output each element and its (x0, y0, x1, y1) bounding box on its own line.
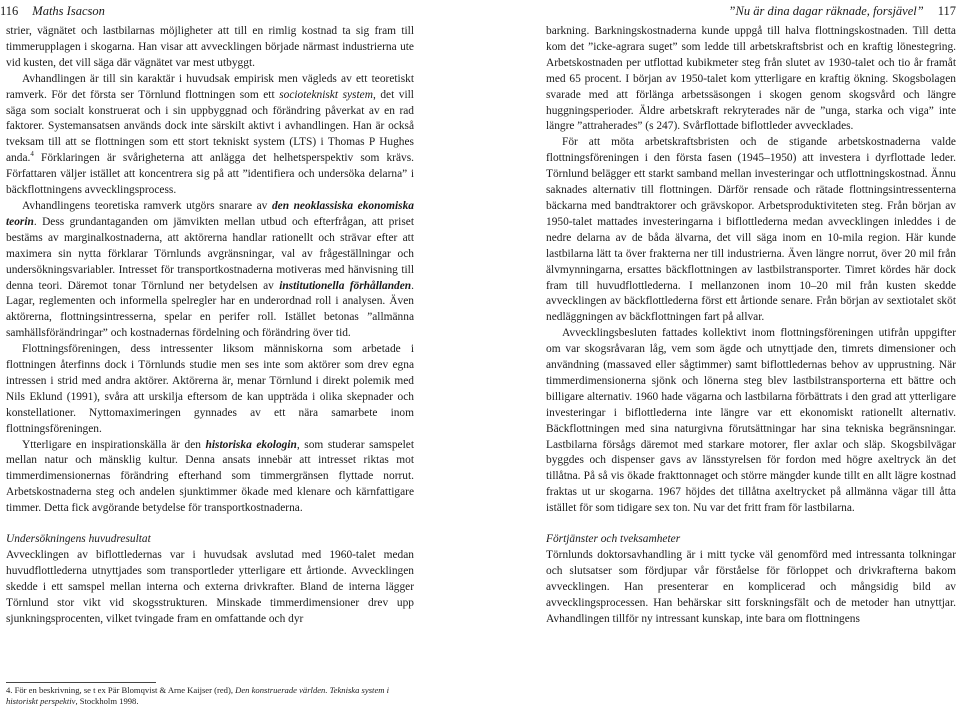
footnote: 4. För en beskrivning, se t ex Pär Blomqvist & Arne Kaijser (red), Den konstruerade världen. Tekniska system i historiskt perspektiv, Stockholm 1998. (6, 682, 414, 707)
left-running-header (0, 0, 415, 22)
right-page-number: 117 (937, 4, 956, 18)
right-running-head-title: ”Nu är dina dagar räknade, forsjävel” (728, 4, 924, 18)
emphasis: Den konstruerade världen. Tekniska system i historiskt perspektiv (6, 685, 390, 706)
left-page (0, 0, 415, 709)
emphasis: historiska ekologin (205, 438, 297, 451)
left-page-number: 116 (0, 4, 19, 18)
right-page (544, 0, 956, 709)
paragraph: Ytterligare en inspirationskälla är den historiska ekologin, som studerar samspelet mellan natur och mänsklig kultur. Denna ansats innebär att intresset riktas mot timmerdimensionernas förändring efterhand som timmergränsen flyttade norrut. Arbetskostnaderna steg och andelen sjunktimmer ökade med klenare och kärnfattigare timmer. Detta fick avgörande betydelse för transportkostnaderna. (6, 438, 415, 515)
footnote-rule (6, 682, 156, 683)
paragraph: Avvecklingsbesluten fattades kollektivt inom flottningsföreningen utifrån uppgifter om var skogsråvaran låg, vem som ägde och utnyttjade den, timrets dimensioner och användning (massaved eller sågtimmer) samt biflottledernas behov av upprustning. När timmerdimensionerna sjönk och lönerna steg blev lastbilstransporterna ett bättre och billigare alternativ. 1960 hade vägarna och lastbilarna förbättrats i den grad att ytterligare investeringar i biflottlederna inte längre var ett ekonomiskt rationellt alternativ. Bäckflottningen med sina naturgivna förutsättningar har sina tekniska begränsningar. Lastbilarna försågs däremot med starkare motorer, fler axlar och släp. Skogsbilvägar byggdes och dispenser gavs av länsstyrelsen för fordon med högre axeltryck än det tillåtna. På så vis ökade frakttonnaget och större mängder kunde tillt en allt lägre kostnad fraktas ut ur skogarna. 1967 höjdes det tillåtna axeltrycket på allmänna vägar till åtta istället för som tidigare sex ton. Nu var det fritt fram för lastbilarna. (546, 327, 956, 515)
footnote-ref: 4 (30, 150, 34, 159)
paragraph: För att möta arbetskraftsbristen och de stigande arbetskostnaderna valde flottningsföreningen i den första fasen (1945–1950) att investera i dyrflottade leder. Törnlund belägger ett starkt samband mellan investeringar och utflottningskostnad. Ännu saknades alternativ till flottningen. Därför rensade och rätade flottningsintressenterna bäckarna med bandtraktorer och grävskopor. Arbetsproduktiviteten steg. Från början av 1950-talet mattades investeringarna i biflottlederna medan avvecklingen inleddes i de nedre delarna av de båda älvarna, det vill säga inom en 10-mila region. Här kunde lastbilarna lätt ta över frakterna ner till industrierna. Även längre norrut, över 20 mil från älvmynningarna, ersattes bäckflottningen av lastbilstransporter. Timret kördes här dock fram till huvudflottlederna. I mellanzonen inom 10–20 mil från kusten skedde avvecklingen av bäckflottlederna först ett årtionde senare. Från början av sextiotalet sköt nedläggningen av bäckflottningen fart på allvar. (546, 136, 956, 324)
emphasis: institutionella förhållanden (279, 279, 412, 292)
paragraph: Avhandlingen är till sin karaktär i huvudsak empirisk men vägleds av ett teoretiskt ramverk. För det första ser Törnlund flottningen som ett sociotekniskt system, det vill säga som socialt konstruerat och i sin uppbyggnad och förändring påverkat av en rad faktorer. Systemansatsen används dock inte särskilt aktivt i avhandlingen. Han är också tveksam till att se flottningen som ett stort tekniskt system (LTS) i Thomas P Hughes anda.$^4$ Förklaringen är svårigheterna att anlägga det helhetsperspektiv som krävs. Författaren väljer istället att koncentrera sig på att ”identifiera och undersöka delarna” i bäckflottningens avvecklingsprocess. (6, 72, 414, 197)
emphasis: den neoklassiska ekonomiska teorin (6, 199, 414, 228)
right-running-header (544, 0, 956, 22)
paragraph: Flottningsföreningen, dess intressenter liksom människorna som arbetade i flottningen återfinns dock i Törnlunds studie men ses inte som aktörer som drev egna intressen i strid med andra aktörer. Aktörerna är, menar Törnlund i direkt polemik med Nils Eklund (1991), svåra att urskilja eftersom de kan uppträda i olika skepnader och konstellationer. Nyttomaximeringen gynnades av ett nära samarbete inom flottningsföreningen. (6, 343, 414, 435)
section-heading: Förtjänster och tveksamheter (546, 533, 681, 546)
left-text-column (6, 24, 414, 628)
paragraph: barkning. Barkningskostnaderna kunde uppgå till halva flottningskostnaden. Till detta kom det ”icke-agrara suget” som ledde till arbetskraftsbrist och en kraftig lönestegring. Arbetskostnaden per utflottad kubikmeter steg från slutet av 1930-talet och tio år framåt med 65 procent. I början av 1950-talet kom ytterligare en kraftig ökning. Skogsbolagen svarade med att förlänga arbetssäsongen i skogen genom skogsvård och längre huggningsperioder. Äldre arbetskraft rekryterades när de ”unga, starka och viga” inte längre ”attraherades” (s 247). Svårflottade biflottleder avvecklades. (546, 25, 956, 133)
paragraph: Törnlunds doktorsavhandling är i mitt tycke väl genomförd med intressanta tolkningar och slutsatser som fördjupar vår förståelse för förloppet och drivkrafterna bakom avvecklingen. Han presenterar en komplicerad och mångsidig bild av avvecklingsprocessen. Han behärskar sitt forskningsfält och de metoder han utnyttjar. Avhandlingen tillför ny intressant kunskap, inte bara om flottningens (546, 549, 956, 625)
paragraph: strier, vägnätet och lastbilarnas möjligheter att till en rimlig kostnad ta sig fram till timmerupplagen i skogarna. Han visar att avvecklingen började närmast industrierna ute vid kusten, det vill säga där vägnätet var mest utbyggt. (6, 25, 414, 69)
paragraph: Avhandlingens teoretiska ramverk utgörs snarare av den neoklassiska ekonomiska teorin. Dess grundantaganden om jämvikten mellan utbud och efterfrågan, att priset bestäms av marginalkostnaderna, att aktörerna handlar rationellt och strävar efter att maximera sin nytta förklarar Törnlunds avgränsningar, val av frågeställningar och undersökningsvariabler. Intresset för transportkostnaderna motiveras med hänvisning till denna teori. Däremot tonar Törnlund ner betydelsen av institutionella förhållanden. Lagar, reglementen och informella spelregler har en underordnad roll i analysen. Även aktörerna, flottningsintresserna, spelar en perifer roll. Istället betonas ”allmänna samhällsförändringar” och kostnadernas fördelning och förändring över tid. (6, 199, 414, 340)
paragraph: Avvecklingen av biflottledernas var i huvudsak avslutad med 1960-talet medan huvudflottlederna utnyttjades som transportleder ytterligare ett årtionde. Avvecklingen skedde i ett samspel mellan interna och externa drivkrafter. Bland de interna lägger Törnlund stor vikt vid skogsstrukturen. Minskade timmerdimensioner drev upp sjunkningsprocenten, vilket tvingade fram en omfattande och dyr (6, 549, 414, 625)
section-heading: Undersökningens huvudresultat (6, 533, 151, 546)
left-running-head-title: Maths Isacson (32, 4, 105, 18)
emphasis: sociotekniskt system (279, 88, 373, 101)
right-text-column (546, 24, 956, 628)
